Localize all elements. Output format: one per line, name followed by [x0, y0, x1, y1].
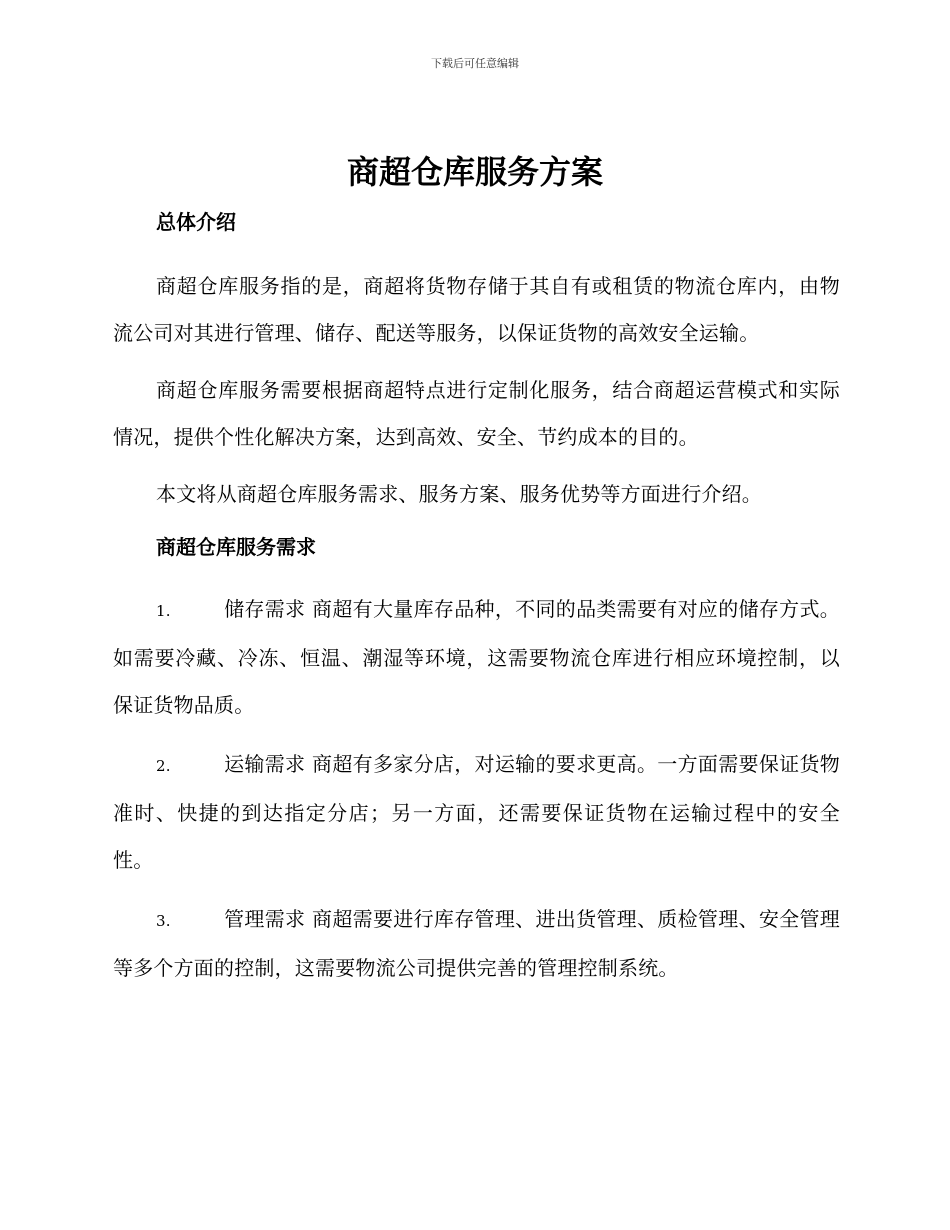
section-heading-requirements: 商超仓库服务需求 [156, 535, 316, 559]
intro-paragraph: 商超仓库服务指的是，商超将货物存储于其自有或租赁的物流仓库内，由物流公司对其进行管理、储存、配送等服务，以保证货物的高效安全运输。 [113, 274, 840, 345]
requirement-title: 储存需求 [224, 597, 306, 621]
header-note: 下载后可任意编辑 [431, 57, 519, 70]
requirement-text: 商超需要进行库存管理、进出货管理、质检管理、安全管理等多个方面的控制，这需要物流公司提供完善的管理控制系统。 [113, 907, 840, 980]
requirement-number: 1. [156, 602, 171, 620]
requirement-title: 运输需求 [224, 752, 306, 776]
requirement-text: 商超有大量库存品种，不同的品类需要有对应的储存方式。如需要冷藏、冷冻、恒温、潮湿等环境，这需要物流仓库进行相应环境控制，以保证货物品质。 [113, 597, 840, 717]
section-heading-intro: 总体介绍 [156, 210, 236, 234]
document-body [113, 205, 840, 1004]
intro-paragraph: 本文将从商超仓库服务需求、服务方案、服务优势等方面进行介绍。 [156, 482, 762, 506]
document-title: 商超仓库服务方案 [346, 153, 603, 191]
requirement-item [113, 896, 840, 992]
requirement-text: 商超有多家分店，对运输的要求更高。一方面需要保证货物准时、快捷的到达指定分店；另一方面，还需要保证货物在运输过程中的安全性。 [113, 752, 840, 872]
requirement-title: 管理需求 [224, 907, 306, 931]
requirement-number: 3. [156, 912, 171, 930]
intro-paragraph: 商超仓库服务需要根据商超特点进行定制化服务，结合商超运营模式和实际情况，提供个性化解决方案，达到高效、安全、节约成本的目的。 [113, 378, 840, 449]
requirement-item [113, 741, 840, 884]
requirement-item [113, 586, 840, 729]
requirement-number: 2. [156, 757, 171, 775]
